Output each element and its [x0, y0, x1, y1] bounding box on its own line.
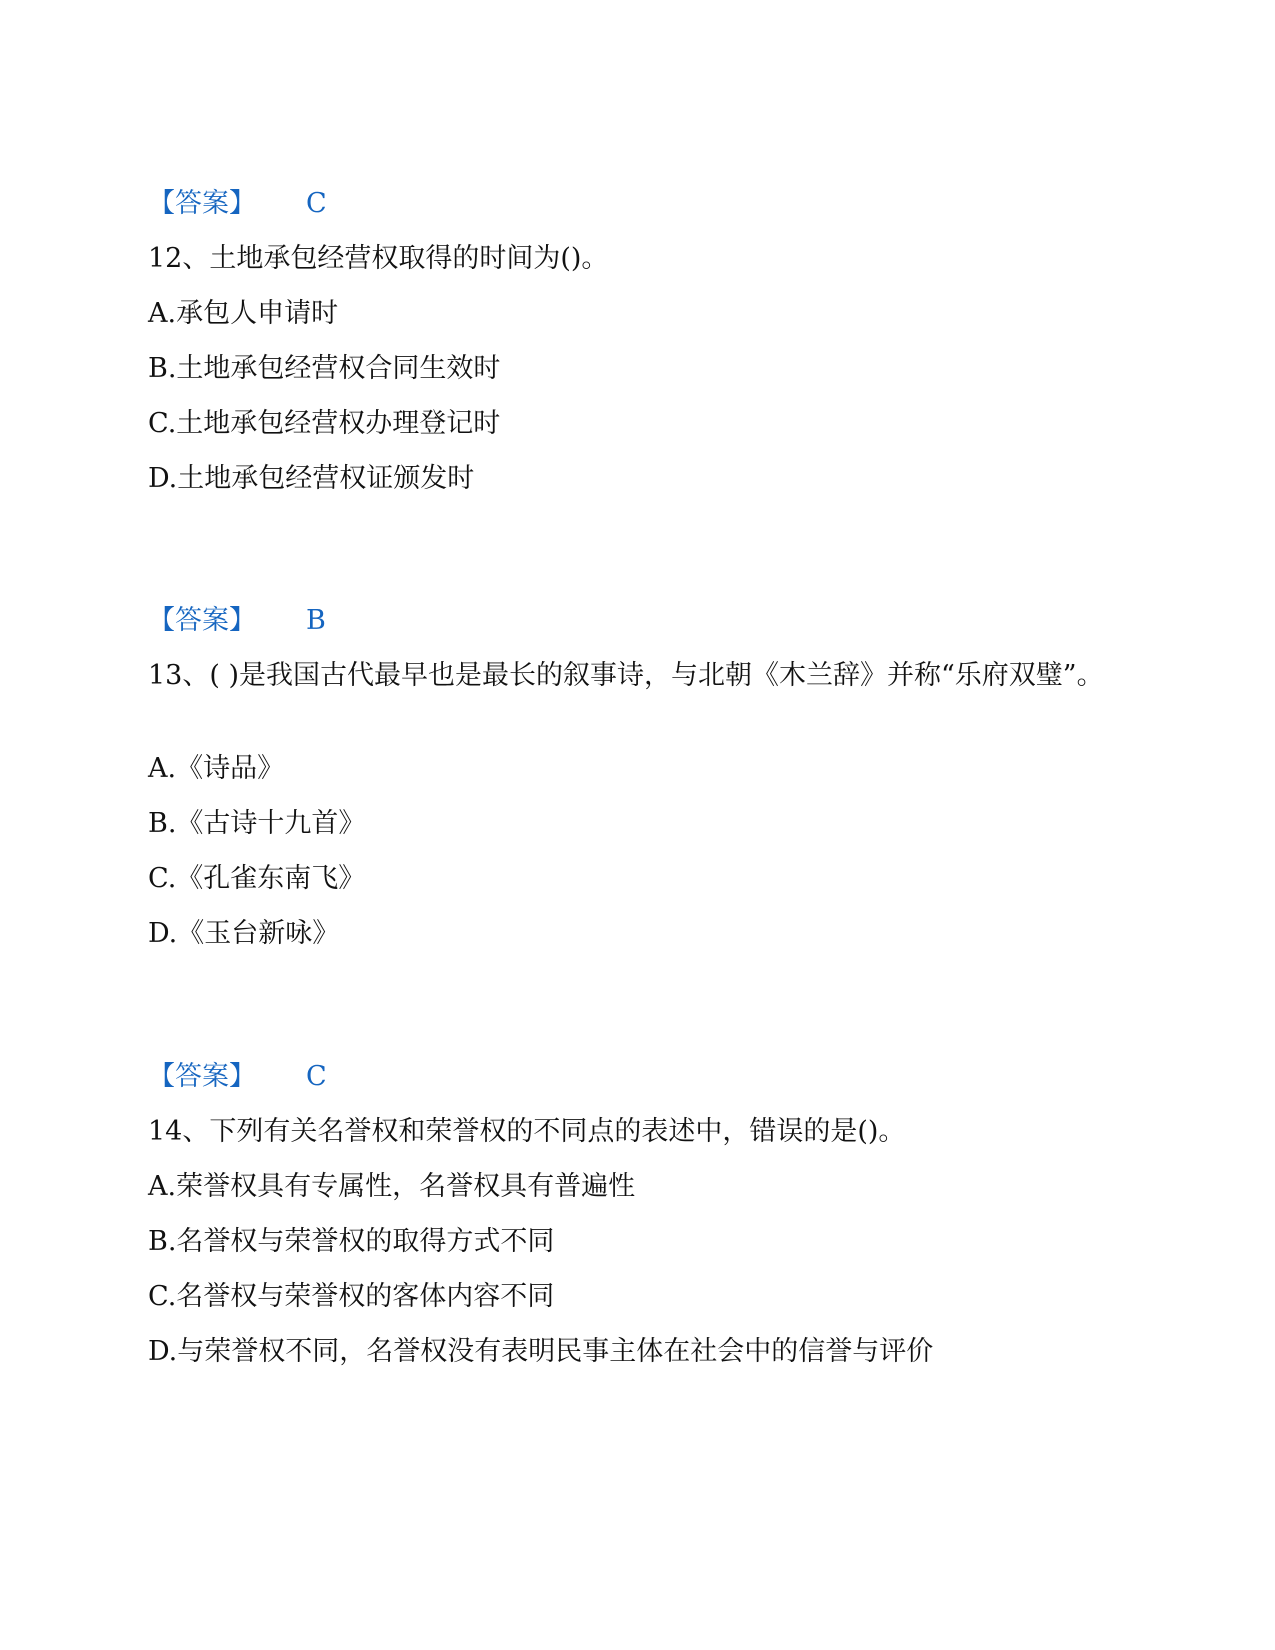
option-c: C.《孔雀东南飞》: [148, 863, 366, 894]
option-c: C.土地承包经营权办理登记时: [148, 408, 501, 439]
question-text: 13、( )是我国古代最早也是最长的叙事诗，与北朝《木兰辞》并称“乐府双璧”。: [148, 660, 1104, 691]
question-text: 12、土地承包经营权取得的时间为()。: [148, 243, 609, 274]
answer-value: B: [306, 605, 326, 636]
answer-value: C: [306, 188, 327, 219]
option-b: B.《古诗十九首》: [148, 808, 366, 839]
answer-line: [148, 1061, 327, 1093]
answer-tag: 【答案】: [148, 188, 256, 219]
option-a: A.《诗品》: [148, 753, 285, 784]
option-a: A.承包人申请时: [148, 298, 339, 329]
question-text: 14、下列有关名誉权和荣誉权的不同点的表述中，错误的是()。: [148, 1116, 906, 1147]
option-b: B.土地承包经营权合同生效时: [148, 353, 501, 384]
answer-tag: 【答案】: [148, 1061, 256, 1092]
option-c: C.名誉权与荣誉权的客体内容不同: [148, 1281, 555, 1312]
option-b: B.名誉权与荣誉权的取得方式不同: [148, 1226, 555, 1257]
option-d: D.与荣誉权不同，名誉权没有表明民事主体在社会中的信誉与评价: [148, 1336, 934, 1367]
option-d: D.土地承包经营权证颁发时: [148, 463, 475, 494]
option-a: A.荣誉权具有专属性，名誉权具有普遍性: [148, 1171, 636, 1202]
answer-value: C: [306, 1061, 327, 1092]
answer-line: [148, 188, 327, 220]
option-d: D.《玉台新咏》: [148, 918, 340, 949]
answer-tag: 【答案】: [148, 605, 256, 636]
answer-line: [148, 605, 326, 637]
